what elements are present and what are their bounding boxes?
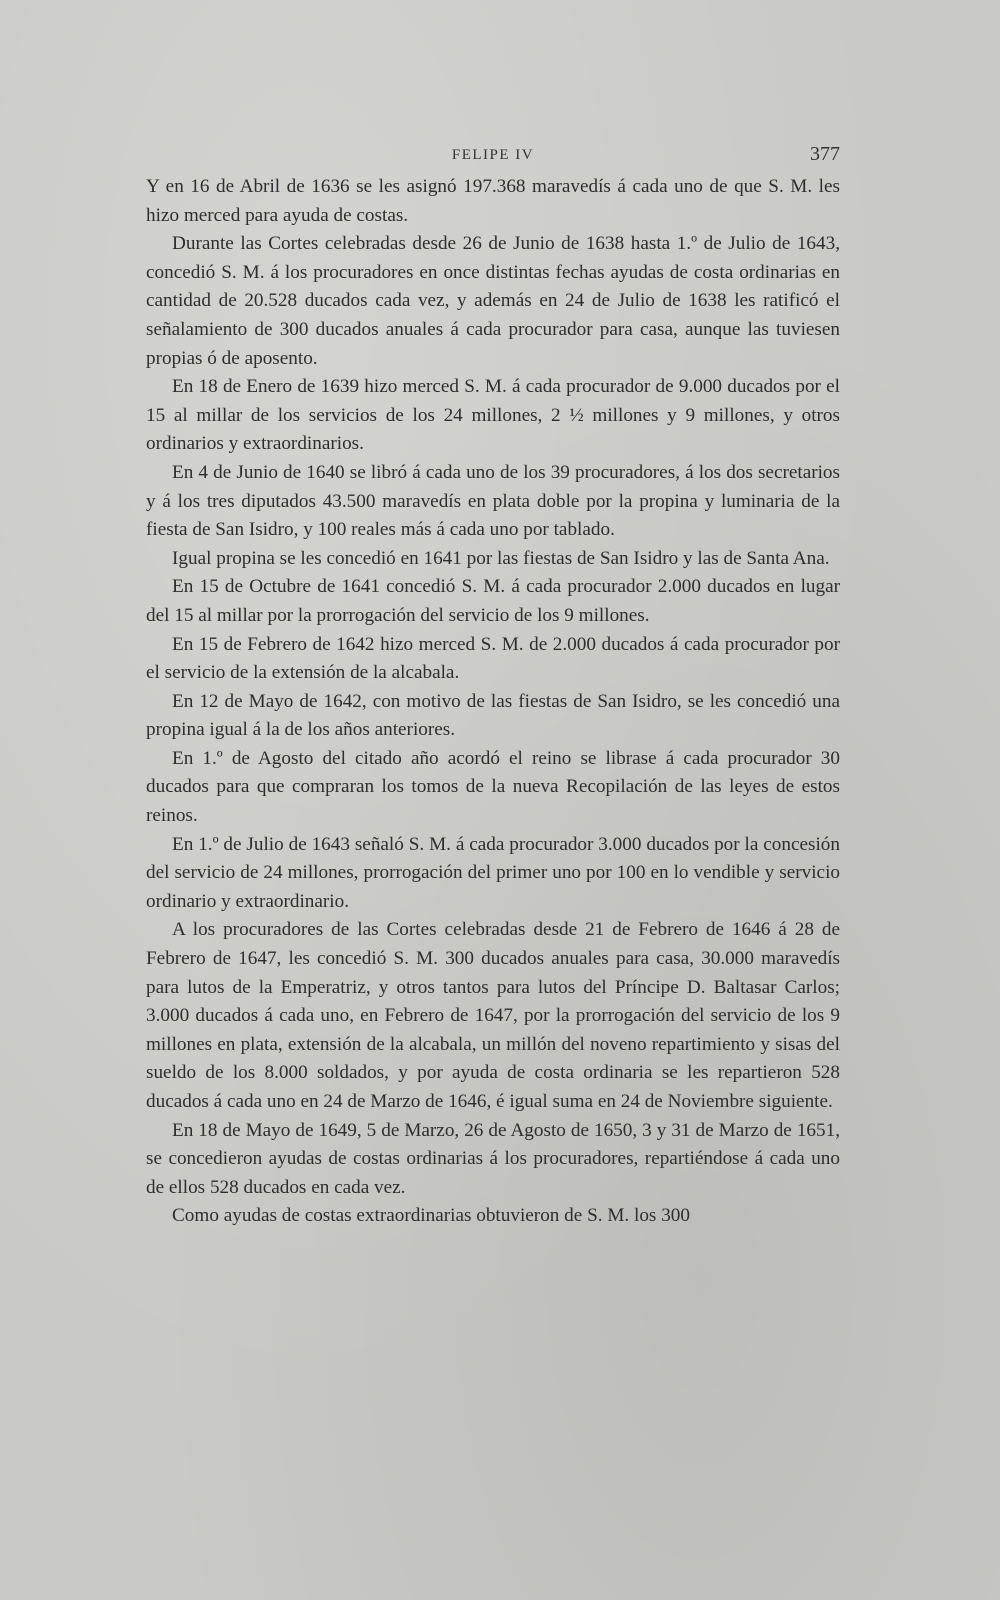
paragraph: En 18 de Enero de 1639 hizo merced S. M. á cada procurador de 9.000 ducados por el 15 al millar de los servicios de los 24 millones, 2 ½ millones y 9 millones, y otros ordinarios y extraordinarios.	[146, 376, 840, 455]
paragraph: A los procuradores de las Cortes celebradas desde 21 de Febrero de 1646 á 28 de Febrero de 1647, les concedió S. M. 300 ducados anuales para casa, 30.000 maravedís para lutos de la Emperatriz, y otros tantos para lutos del Príncipe D. Baltasar Carlos; 3.000 ducados á cada uno, en Febrero de 1647, por la prorrogación del servicio de los 9 millones en plata, extensión de la alcabala, un millón del noveno repartimiento y sisas del sueldo de los 8.000 soldados, y por ayuda de costa ordinaria se les repartieron 528 ducados á cada uno en 24 de Marzo de 1646, é igual suma en 24 de Noviembre siguiente.	[146, 919, 840, 1112]
paragraph: Durante las Cortes celebradas desde 26 de Junio de 1638 hasta 1.º de Julio de 1643, concedió S. M. á los procuradores en once distintas fechas ayudas de costa ordinarias en cantidad de 20.528 ducados cada vez, y además en 24 de Julio de 1638 les ratificó el señalamiento de 300 ducados anuales á cada procurador para casa, aunque las tuviesen propias ó de aposento.	[146, 233, 840, 369]
paragraph: En 12 de Mayo de 1642, con motivo de las fiestas de San Isidro, se les concedió una propina igual á la de los años anteriores.	[146, 690, 840, 741]
paragraph: En 1.º de Julio de 1643 señaló S. M. á cada procurador 3.000 ducados por la concesión del servicio de 24 millones, prorrogación del primer uno por 100 en lo vendible y servicio ordinario y extraordinario.	[146, 833, 840, 912]
paragraph: En 1.º de Agosto del citado año acordó el reino se librase á cada procurador 30 ducados para que compraran los tomos de la nueva Recopilación de las leyes de estos reinos.	[146, 747, 840, 827]
paragraph: En 18 de Mayo de 1649, 5 de Marzo, 26 de Agosto de 1650, 3 y 31 de Marzo de 1651, se concedieron ayudas de costas ordinarias á los procuradores, repartiéndose á cada uno de ellos 528 ducados en cada vez.	[146, 1119, 840, 1198]
running-head	[146, 143, 840, 169]
paragraph: Como ayudas de costas extraordinarias obtuvieron de S. M. los 300	[172, 1205, 690, 1227]
paragraph: Igual propina se les concedió en 1641 por las fiestas de San Isidro y las de Santa Ana.	[172, 547, 830, 569]
running-title: FELIPE IV	[451, 147, 535, 163]
paragraph: En 15 de Octubre de 1641 concedió S. M. á cada procurador 2.000 ducados en lugar del 15 al millar por la prorrogación del servicio de los 9 millones.	[146, 576, 840, 626]
body-text	[146, 173, 840, 1231]
paragraph: Y en 16 de Abril de 1636 se les asignó 197.368 maravedís á cada uno de que S. M. les hizo merced para ayuda de costas.	[146, 176, 840, 226]
page-number: 377	[810, 143, 840, 165]
paragraph: En 15 de Febrero de 1642 hizo merced S. M. de 2.000 ducados á cada procurador por el servicio de la extensión de la alcabala.	[146, 633, 840, 684]
paragraph: En 4 de Junio de 1640 se libró á cada uno de los 39 procuradores, á los dos secretarios y á los tres diputados 43.500 maravedís en plata doble por la propina y luminaria de la fiesta de San Isidro, y 100 reales más á cada uno por tablado.	[146, 461, 840, 541]
